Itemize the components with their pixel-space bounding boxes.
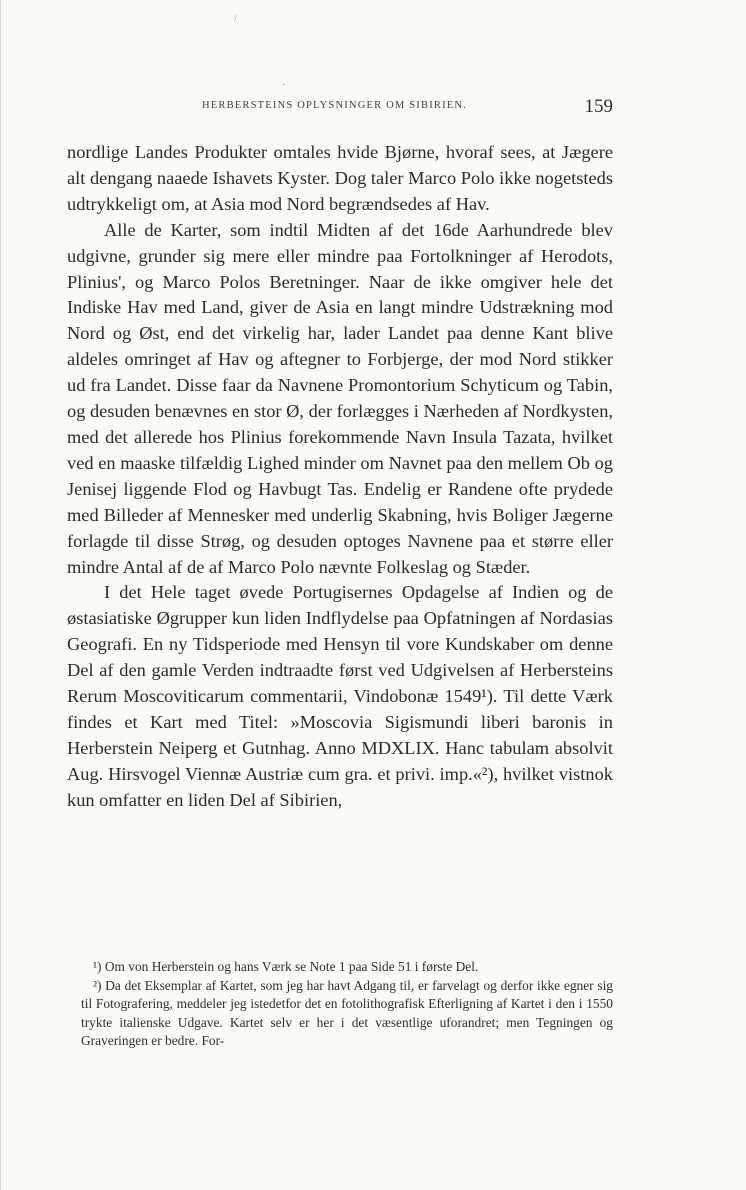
page-number: 159 bbox=[584, 96, 613, 117]
paragraph-3: I det Hele taget øvede Portugisernes Opdagelse af Indien og de østasiatiske Øgrupper kun liden Indflydelse paa Opfatningen af Nordasias Geografi. En ny Tidsperiode med Hensyn til vore Kundskaber om denne Del af den gamle Verden indtraadte først ved Udgivelsen af Herbersteins Rerum Moscoviticarum commentarii, Vindobonæ 1549¹). Til dette Værk findes et Kart med Titel: »Moscovia Sigismundi liberi baronis in Herberstein Neiperg et Gutnhag. Anno MDXLIX. Hanc tabulam absolvit Aug. Hirsvogel Viennæ Austriæ cum gra. et privi. imp.«²), hvilket vistnok kun omfatter en liden Del af Sibirien, bbox=[67, 582, 613, 810]
running-head: HERBERSTEINS OPLYSNINGER OM SIBIRIEN. bbox=[202, 100, 468, 111]
paragraph-2: Alle de Karter, som indtil Midten af det 16de Aarhundrede blev udgivne, grunder sig mere eller mindre paa Fortolkninger af Herodots, Plinius', og Marco Polos Beretninger. Naar de ikke omgiver hele det Indiske Hav med Land, giver de Asia en langt mindre Udstrækning mod Nord og Øst, end det virkelig har, lader Landet paa denne Kant blive aldeles omringet af Hav og aftegner to Forbjerge, der mod Nord stikker ud fra Landet. Disse faar da Navnene Promontorium Schyticum og Tabin, og desuden benævnes en stor Ø, der forlægges i Nærheden af Nordkysten, med det allerede hos Plinius forekommende Navn Insula Tazata, hvilket ved en maaske tilfældig Lighed minder om Navnet paa den mellem Ob og Jenisej liggende Flod og Havbugt Tas. Endelig er Randene ofte prydede med Billeder af Mennesker med underlig Skabning, hvis Boliger Jægerne forlagde til disse Strøg, og desuden optoges Navnene paa et større eller mindre Antal af de af Marco Polo nævnte Folkeslag og Stæder. bbox=[67, 219, 613, 577]
stray-mark: / bbox=[234, 14, 237, 25]
page-header bbox=[67, 96, 613, 124]
paragraph-1: nordlige Landes Produkter omtales hvide Bjørne, hvoraf sees, at Jægere alt dengang naaede Ishavets Kyster. Dog taler Marco Polo ikke nogetsteds udtrykkeligt om, at Asia mod Nord begrændsedes af Hav. bbox=[67, 142, 613, 214]
footnote-1: ¹) Om von Herberstein og hans Værk se Note 1 paa Side 51 i første Del. bbox=[93, 959, 479, 974]
footnote-2: ²) Da det Eksemplar af Kartet, som jeg har havt Adgang til, er farvelagt og derfor ikke egner sig til Fotografering, meddeler jeg istedetfor det en fotolithografisk Efterligning af Kartet i den i 1550 trykte italienske Udgave. Kartet selv er her i det væsentlige uforandret; men Tegningen og Graveringen er bedre. For- bbox=[81, 977, 613, 1048]
body-text bbox=[67, 140, 613, 814]
stray-dot: · bbox=[282, 80, 286, 91]
footnotes bbox=[81, 958, 613, 1051]
